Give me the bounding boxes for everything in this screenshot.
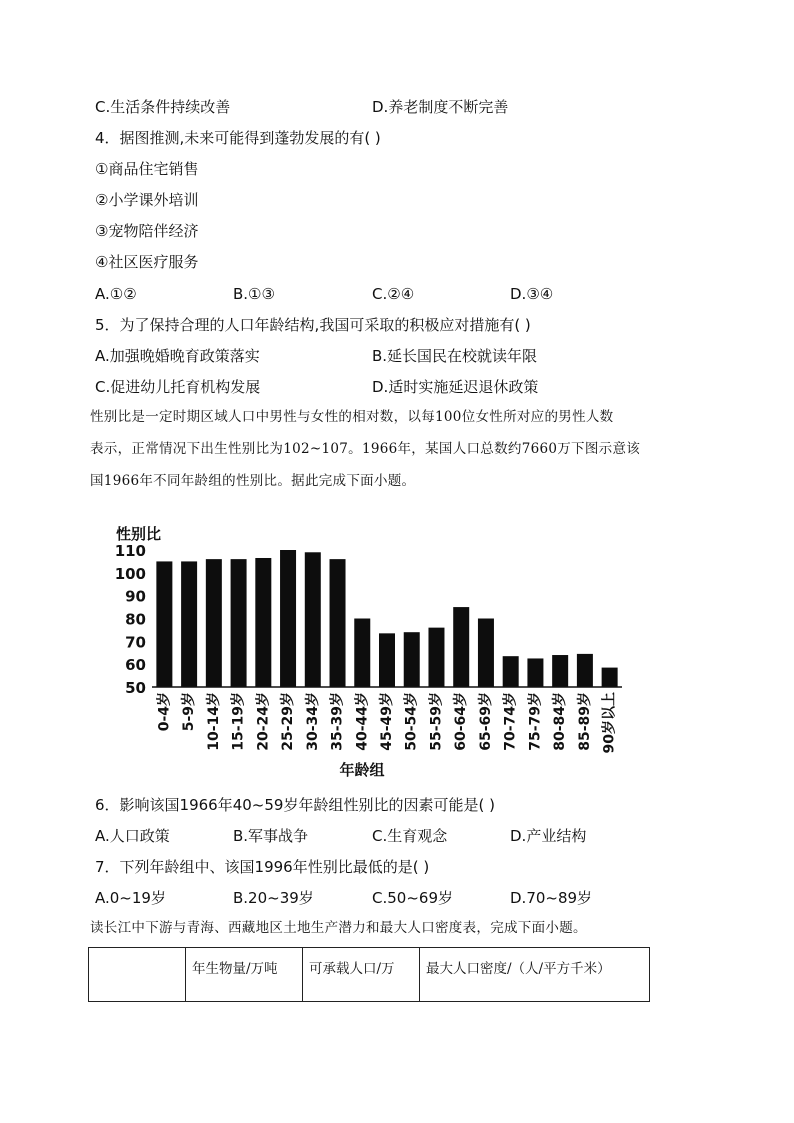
bar-70-74岁 bbox=[503, 656, 519, 687]
x-tick-label: 0-4岁 bbox=[156, 692, 173, 732]
x-tick-label: 30-34岁 bbox=[304, 692, 321, 751]
q4-option-c: C.②④ bbox=[372, 285, 415, 303]
x-tick-label: 40-44岁 bbox=[354, 692, 371, 751]
x-tick-label: 75-79岁 bbox=[527, 692, 544, 751]
bar-50-54岁 bbox=[404, 632, 420, 687]
bar-40-44岁 bbox=[354, 619, 370, 688]
x-tick-label: 5-9岁 bbox=[181, 692, 198, 732]
q6-stem: 6．影响该国1966年40~59岁年龄组性别比的因素可能是( ) bbox=[95, 796, 495, 814]
sex-ratio-bar-chart bbox=[110, 520, 630, 785]
bar-75-79岁 bbox=[527, 658, 543, 687]
x-tick-label: 15-19岁 bbox=[230, 692, 247, 751]
table-header-cell: 可承载人口/万 bbox=[303, 948, 420, 1002]
intro-line-3: 国1966年不同年龄组的性别比。据此完成下面小题。 bbox=[90, 473, 416, 489]
q7-option-c: C.50~69岁 bbox=[372, 889, 453, 907]
bar-10-14岁 bbox=[206, 559, 222, 687]
x-tick-label: 25-29岁 bbox=[280, 692, 297, 751]
bar-15-19岁 bbox=[231, 559, 247, 687]
q7-option-b: B.20~39岁 bbox=[233, 889, 314, 907]
bar-60-64岁 bbox=[453, 607, 469, 687]
table-header-row bbox=[89, 948, 650, 1002]
table-header-cell: 最大人口密度/（人/平方千米） bbox=[420, 948, 650, 1002]
table-header-cell: 年生物量/万吨 bbox=[186, 948, 303, 1002]
q7-option-d: D.70~89岁 bbox=[510, 889, 593, 907]
q5-option-c: C.促进幼儿托育机构发展 bbox=[95, 378, 261, 396]
y-tick-label: 80 bbox=[125, 610, 146, 629]
bar-45-49岁 bbox=[379, 633, 395, 687]
x-tick-label: 90岁以上 bbox=[601, 692, 618, 754]
y-tick-label: 100 bbox=[114, 564, 146, 583]
y-tick-label: 110 bbox=[114, 542, 146, 560]
bar-35-39岁 bbox=[330, 559, 346, 687]
q4-item-3: ③宠物陪伴经济 bbox=[95, 222, 199, 240]
q4-option-a: A.①② bbox=[95, 285, 137, 303]
q6-option-a: A.人口政策 bbox=[95, 827, 170, 845]
x-tick-label: 50-54岁 bbox=[403, 692, 420, 751]
q7-stem: 7．下列年龄组中、该国1996年性别比最低的是( ) bbox=[95, 858, 430, 876]
q5-stem: 5．为了保持合理的人口年龄结构,我国可采取的积极应对措施有( ) bbox=[95, 316, 531, 334]
q6-option-c: C.生育观念 bbox=[372, 827, 448, 845]
y-tick-label: 90 bbox=[125, 587, 146, 606]
x-tick-label: 55-59岁 bbox=[428, 692, 445, 751]
x-tick-label: 70-74岁 bbox=[502, 692, 519, 751]
bar-55-59岁 bbox=[428, 628, 444, 687]
x-tick-label: 80-84岁 bbox=[552, 692, 569, 751]
table-header-cell bbox=[89, 948, 186, 1002]
x-tick-label: 10-14岁 bbox=[205, 692, 222, 751]
x-tick-label: 45-49岁 bbox=[379, 692, 395, 751]
q3-option-d: D.养老制度不断完善 bbox=[372, 98, 509, 116]
q4-item-2: ②小学课外培训 bbox=[95, 191, 199, 209]
q5-option-a: A.加强晚婚晚育政策落实 bbox=[95, 347, 260, 365]
bar-85-89岁 bbox=[577, 654, 593, 687]
q6-option-d: D.产业结构 bbox=[510, 827, 587, 845]
bar-65-69岁 bbox=[478, 619, 494, 688]
q4-option-b: B.①③ bbox=[233, 285, 275, 303]
land-potential-table bbox=[88, 947, 650, 1002]
q5-option-d: D.适时实施延迟退休政策 bbox=[372, 378, 539, 396]
q3-option-c: C.生活条件持续改善 bbox=[95, 98, 231, 116]
y-tick-label: 70 bbox=[125, 633, 146, 652]
q5-option-b: B.延长国民在校就读年限 bbox=[372, 347, 538, 365]
intro-line-1: 性别比是一定时期区域人口中男性与女性的相对数，以每100位女性所对应的男性人数 bbox=[90, 409, 614, 425]
bar-30-34岁 bbox=[305, 552, 321, 687]
y-tick-label: 60 bbox=[125, 656, 146, 675]
bar-5-9岁 bbox=[181, 561, 197, 687]
x-tick-label: 60-64岁 bbox=[453, 692, 470, 751]
q4-item-4: ④社区医疗服务 bbox=[95, 253, 199, 271]
intro-line-2: 表示，正常情况下出生性别比为102~107。1966年，某国人口总数约7660万下图示意该 bbox=[90, 441, 641, 457]
q7-option-a: A.0~19岁 bbox=[95, 889, 166, 907]
x-tick-label: 85-89岁 bbox=[576, 692, 593, 751]
bar-80-84岁 bbox=[552, 655, 568, 687]
x-axis-label: 年龄组 bbox=[339, 761, 385, 779]
bar-25-29岁 bbox=[280, 550, 296, 687]
y-axis-label: 性别比 bbox=[116, 525, 162, 543]
table-intro: 读长江中下游与青海、西藏地区土地生产潜力和最大人口密度表，完成下面小题。 bbox=[90, 920, 587, 936]
y-tick-label: 50 bbox=[125, 679, 146, 697]
x-tick-label: 35-39岁 bbox=[329, 692, 346, 751]
x-tick-label: 20-24岁 bbox=[255, 692, 272, 751]
x-tick-label: 65-69岁 bbox=[477, 692, 494, 751]
q6-option-b: B.军事战争 bbox=[233, 827, 309, 845]
bar-20-24岁 bbox=[255, 558, 271, 687]
q4-item-1: ①商品住宅销售 bbox=[95, 160, 199, 178]
q4-stem: 4．据图推测,未来可能得到蓬勃发展的有( ) bbox=[95, 129, 381, 147]
bar-0-4岁 bbox=[156, 561, 172, 687]
bar-90岁以上 bbox=[602, 668, 618, 687]
q4-option-d: D.③④ bbox=[510, 285, 554, 303]
